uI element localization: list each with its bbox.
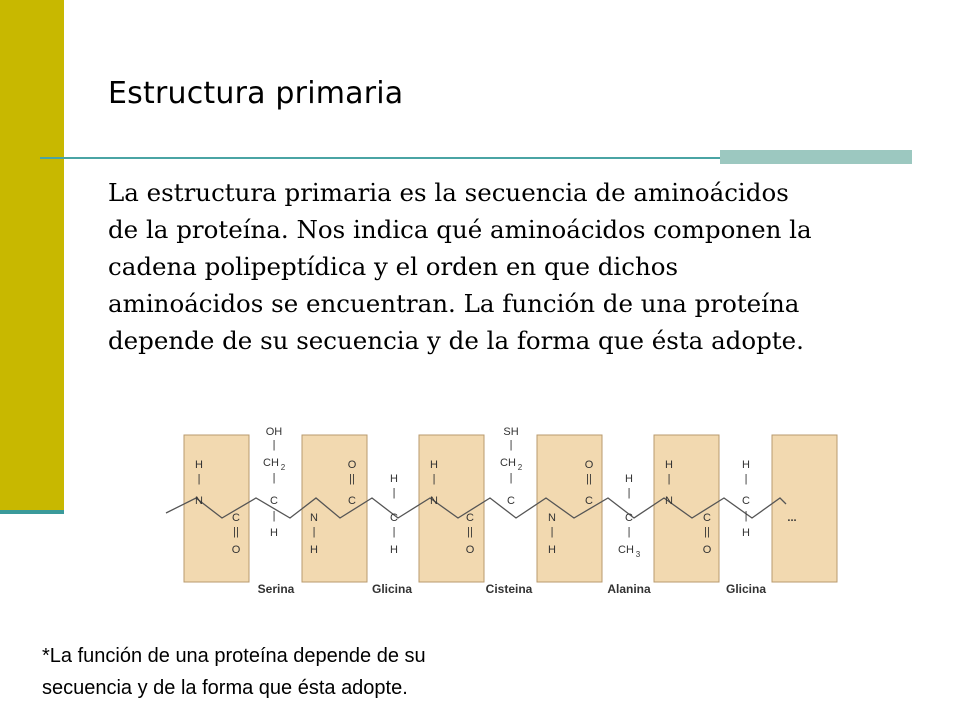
atom-label: O — [465, 544, 475, 556]
peptide-box — [302, 435, 367, 582]
bond-label: || — [349, 473, 355, 485]
atom-label: N — [548, 512, 556, 524]
atom-label: O — [347, 459, 357, 471]
bond-label: | — [509, 472, 513, 484]
accent-sidebar-base — [0, 510, 64, 514]
atom-label: O — [584, 459, 594, 471]
atom-label: H — [742, 459, 750, 471]
peptide-chain-diagram — [164, 418, 854, 600]
accent-sidebar — [0, 0, 64, 512]
slide-title: Estructura primaria — [108, 76, 404, 111]
bond-label: || — [233, 526, 239, 538]
atom-label: N — [430, 495, 438, 507]
bond-label: | — [197, 473, 201, 485]
bond-label: | — [744, 473, 748, 485]
body-line: depende de su secuencia y de la forma que ésta adopte. — [108, 326, 804, 355]
atom-label: H — [270, 527, 278, 539]
atom-label: H — [742, 527, 750, 539]
amino-acid-label: Cisteina — [485, 582, 533, 596]
subscript-label: 2 — [517, 463, 523, 472]
bond-label: || — [704, 526, 710, 538]
bond-label: | — [432, 473, 436, 485]
body-line: de la proteína. Nos indica qué aminoácidos componen la — [108, 215, 812, 244]
bond-label: | — [550, 526, 554, 538]
body-line: La estructura primaria es la secuencia de aminoácidos — [108, 178, 789, 207]
atom-label: C — [703, 512, 711, 524]
atom-label: C — [742, 495, 750, 507]
footnote — [42, 640, 642, 704]
footnote-line: *La función de una proteína depende de su — [42, 645, 426, 667]
atom-label: C — [585, 495, 593, 507]
subscript-label: 2 — [280, 463, 286, 472]
peptide-box — [654, 435, 719, 582]
bond-label: || — [586, 473, 592, 485]
bond-label: | — [744, 510, 748, 522]
atom-label: C — [348, 495, 356, 507]
atom-label: O — [231, 544, 241, 556]
bond-label: | — [509, 439, 513, 451]
atom-label: H — [548, 544, 556, 556]
amino-acid-label: Alanina — [607, 582, 651, 596]
peptide-box — [537, 435, 602, 582]
subscript-label: 3 — [635, 550, 641, 559]
amino-acid-label: Glicina — [725, 582, 767, 596]
bond-label: | — [667, 473, 671, 485]
bond-label: | — [272, 472, 276, 484]
atom-label: C — [625, 512, 633, 524]
bond-label: | — [392, 526, 396, 538]
chain-continuation: ... — [787, 512, 797, 524]
bond-label: || — [467, 526, 473, 538]
bond-label: | — [627, 526, 631, 538]
title-divider-accent — [720, 150, 912, 164]
atom-label: H — [390, 473, 398, 485]
atom-label: C — [270, 495, 278, 507]
body-line: aminoácidos se encuentran. La función de una proteína — [108, 289, 800, 318]
atom-label: H — [625, 473, 633, 485]
atom-label: C — [466, 512, 474, 524]
bond-label: | — [627, 487, 631, 499]
atom-label: N — [310, 512, 318, 524]
atom-label: CH — [500, 457, 516, 469]
atom-label: SH — [503, 426, 519, 438]
peptide-box — [772, 435, 837, 582]
atom-label: C — [390, 512, 398, 524]
atom-label: H — [665, 459, 673, 471]
body-line: cadena polipeptídica y el orden en que dichos — [108, 252, 679, 281]
atom-label: N — [665, 495, 673, 507]
bond-label: | — [392, 487, 396, 499]
atom-label: C — [232, 512, 240, 524]
amino-acid-label: Glicina — [371, 582, 413, 596]
bond-label: | — [312, 526, 316, 538]
peptide-chain-figure — [164, 418, 854, 600]
atom-label: C — [507, 495, 515, 507]
atom-label: H — [195, 459, 203, 471]
atom-label: N — [195, 495, 203, 507]
body-paragraph — [108, 174, 928, 359]
bond-label: | — [272, 439, 276, 451]
atom-label: H — [390, 544, 398, 556]
atom-label: H — [310, 544, 318, 556]
atom-label: CH — [618, 544, 634, 556]
amino-acid-label: Serina — [257, 582, 295, 596]
footnote-line: secuencia y de la forma que ésta adopte. — [42, 677, 408, 699]
atom-label: CH — [263, 457, 279, 469]
atom-label: O — [702, 544, 712, 556]
bond-label: | — [272, 510, 276, 522]
atom-label: H — [430, 459, 438, 471]
atom-label: OH — [265, 426, 283, 438]
